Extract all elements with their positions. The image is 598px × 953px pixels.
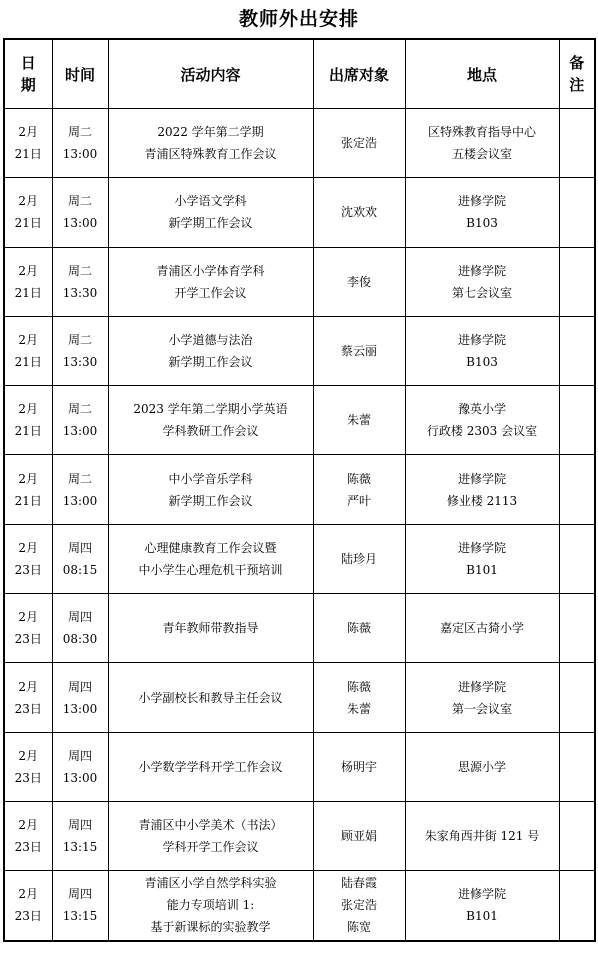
- cell-attendee: [313, 871, 405, 941]
- cell-location: [405, 109, 559, 178]
- cell-attendee-line: 李俊: [346, 274, 371, 289]
- cell-date-line: 2月: [18, 471, 39, 486]
- cell-activity: [108, 594, 313, 663]
- cell-activity-line: 青浦区小学自然学科实验: [144, 876, 277, 891]
- cell-date-line: 2月: [18, 818, 39, 833]
- cell-note: [559, 386, 595, 455]
- cell-location: [405, 316, 559, 385]
- cell-date-line: 2月: [18, 125, 39, 140]
- cell-activity-line: 新学期工作会议: [168, 216, 253, 231]
- cell-note: [559, 801, 595, 870]
- cell-attendee-line: 朱蕾: [346, 413, 371, 428]
- cell-activity: [108, 871, 313, 941]
- cell-date-line: 2月: [18, 333, 39, 348]
- cell-location-line: B101: [466, 562, 498, 577]
- cell-date: [4, 247, 52, 316]
- cell-note: [559, 316, 595, 385]
- cell-time-line: 周四: [67, 748, 92, 763]
- cell-time-line: 13:30: [62, 355, 98, 370]
- cell-time: [52, 594, 108, 663]
- cell-location-line: 第七会议室: [451, 285, 512, 300]
- cell-location-line: 思源小学: [457, 759, 506, 774]
- cell-attendee: [313, 663, 405, 732]
- cell-time: [52, 316, 108, 385]
- cell-date-line: 23日: [14, 562, 42, 577]
- header-location: 地点: [405, 39, 559, 109]
- cell-location-line: 进修学院: [457, 540, 506, 555]
- cell-note: [559, 871, 595, 941]
- cell-note: [559, 663, 595, 732]
- cell-activity: [108, 247, 313, 316]
- cell-activity-line: 基于新课标的实验教学: [150, 920, 271, 935]
- cell-attendee-line: 陈薇: [346, 679, 371, 694]
- cell-attendee-line: 陈薇: [346, 471, 371, 486]
- cell-date-line: 23日: [14, 632, 42, 647]
- cell-attendee-line: 沈欢欢: [340, 205, 377, 220]
- cell-attendee: [313, 455, 405, 524]
- cell-date: [4, 109, 52, 178]
- cell-time-line: 13:00: [62, 424, 98, 439]
- cell-attendee-line: 顾亚娟: [340, 829, 377, 844]
- cell-location: [405, 871, 559, 941]
- table-row: [4, 109, 595, 178]
- cell-time-line: 08:30: [62, 632, 98, 647]
- cell-location-line: 第一会议室: [451, 701, 512, 716]
- cell-time-line: 周二: [67, 194, 92, 209]
- cell-activity-line: 小学数学学科开学工作会议: [138, 759, 283, 774]
- header-date: 日 期: [4, 39, 52, 109]
- cell-location-line: 朱家角西井街 121 号: [424, 829, 540, 844]
- cell-date-line: 2月: [18, 610, 39, 625]
- cell-location-line: 进修学院: [457, 194, 506, 209]
- cell-location-line: 五楼会议室: [451, 147, 512, 162]
- table-header-row: [4, 39, 595, 109]
- cell-time: [52, 109, 108, 178]
- cell-location-line: 区特殊教育指导中心: [427, 125, 536, 140]
- table-row: [4, 871, 595, 941]
- cell-attendee-line: 陆珍月: [340, 551, 377, 566]
- cell-attendee-line: 陈宽: [346, 920, 371, 935]
- cell-attendee: [313, 178, 405, 247]
- cell-activity-line: 中小学音乐学科: [168, 471, 253, 486]
- cell-attendee-line: 朱蕾: [346, 701, 371, 716]
- header-note: 备 注: [559, 39, 595, 109]
- cell-time-line: 13:00: [62, 216, 98, 231]
- cell-time-line: 周四: [67, 540, 92, 555]
- cell-activity-line: 学科开学工作会议: [162, 840, 259, 855]
- cell-date-line: 2月: [18, 679, 39, 694]
- cell-time-line: 13:00: [62, 147, 98, 162]
- cell-activity: [108, 316, 313, 385]
- cell-time-line: 周四: [67, 679, 92, 694]
- cell-date-line: 21日: [14, 147, 42, 162]
- cell-time-line: 13:15: [62, 909, 98, 924]
- cell-date: [4, 594, 52, 663]
- table-row: [4, 732, 595, 801]
- cell-location-line: 进修学院: [457, 333, 506, 348]
- table-row: [4, 663, 595, 732]
- cell-activity: [108, 732, 313, 801]
- cell-activity: [108, 386, 313, 455]
- cell-location: [405, 801, 559, 870]
- cell-activity-line: 能力专项培训 1:: [166, 898, 255, 913]
- cell-time-line: 周四: [67, 887, 92, 902]
- cell-time: [52, 732, 108, 801]
- cell-activity: [108, 801, 313, 870]
- cell-time-line: 13:00: [62, 701, 98, 716]
- cell-time-line: 13:00: [62, 493, 98, 508]
- cell-location-line: 行政楼 2303 会议室: [426, 424, 538, 439]
- cell-activity-line: 青浦区特殊教育工作会议: [144, 147, 277, 162]
- cell-location: [405, 524, 559, 593]
- cell-location-line: 进修学院: [457, 263, 506, 278]
- cell-date-line: 21日: [14, 216, 42, 231]
- cell-attendee: [313, 109, 405, 178]
- cell-date-line: 2月: [18, 402, 39, 417]
- cell-attendee: [313, 801, 405, 870]
- cell-location-line: 修业楼 2113: [446, 493, 518, 508]
- cell-attendee-line: 杨明宇: [340, 759, 377, 774]
- cell-date-line: 2月: [18, 887, 39, 902]
- cell-date: [4, 524, 52, 593]
- cell-attendee: [313, 316, 405, 385]
- cell-date: [4, 663, 52, 732]
- cell-location: [405, 247, 559, 316]
- cell-time: [52, 663, 108, 732]
- cell-date-line: 23日: [14, 770, 42, 785]
- cell-time-line: 13:00: [62, 770, 98, 785]
- cell-date-line: 2月: [18, 194, 39, 209]
- cell-time-line: 周四: [67, 818, 92, 833]
- cell-date-line: 21日: [14, 424, 42, 439]
- cell-time-line: 08:15: [62, 562, 98, 577]
- table-row: [4, 247, 595, 316]
- cell-activity-line: 2022 学年第二学期: [157, 125, 264, 140]
- cell-attendee-line: 蔡云丽: [340, 344, 377, 359]
- cell-date-line: 2月: [18, 263, 39, 278]
- cell-date: [4, 455, 52, 524]
- table-row: [4, 594, 595, 663]
- cell-time-line: 周二: [67, 402, 92, 417]
- cell-time: [52, 247, 108, 316]
- cell-location-line: 嘉定区古猗小学: [439, 621, 524, 636]
- cell-attendee: [313, 732, 405, 801]
- cell-activity-line: 小学副校长和教导主任会议: [138, 690, 283, 705]
- cell-activity: [108, 663, 313, 732]
- cell-location: [405, 663, 559, 732]
- cell-location-line: 豫英小学: [457, 402, 506, 417]
- cell-time-line: 周二: [67, 471, 92, 486]
- cell-activity-line: 青浦区小学体育学科: [156, 263, 265, 278]
- cell-time-line: 周四: [67, 610, 92, 625]
- cell-time: [52, 455, 108, 524]
- cell-activity: [108, 178, 313, 247]
- cell-activity-line: 小学语文学科: [174, 194, 247, 209]
- cell-activity-line: 2023 学年第二学期小学英语: [133, 402, 288, 417]
- cell-time-line: 13:15: [62, 840, 98, 855]
- cell-time-line: 周二: [67, 263, 92, 278]
- cell-location: [405, 178, 559, 247]
- cell-note: [559, 178, 595, 247]
- cell-attendee-line: 陆春霞: [340, 876, 377, 891]
- cell-time-line: 周二: [67, 333, 92, 348]
- cell-note: [559, 455, 595, 524]
- cell-location: [405, 455, 559, 524]
- cell-activity: [108, 109, 313, 178]
- header-attendee: 出席对象: [313, 39, 405, 109]
- cell-time: [52, 386, 108, 455]
- cell-activity-line: 小学道德与法治: [168, 333, 253, 348]
- header-time: 时间: [52, 39, 108, 109]
- cell-date-line: 23日: [14, 840, 42, 855]
- table-row: [4, 801, 595, 870]
- cell-location: [405, 732, 559, 801]
- cell-activity-line: 新学期工作会议: [168, 493, 253, 508]
- header-activity: 活动内容: [108, 39, 313, 109]
- cell-date-line: 21日: [14, 355, 42, 370]
- cell-date: [4, 732, 52, 801]
- cell-date: [4, 316, 52, 385]
- cell-date-line: 23日: [14, 701, 42, 716]
- cell-activity-line: 学科教研工作会议: [162, 424, 259, 439]
- cell-attendee-line: 严叶: [346, 493, 371, 508]
- schedule-table: [3, 38, 596, 942]
- cell-activity-line: 中小学生心理危机干预培训: [138, 562, 283, 577]
- cell-attendee: [313, 386, 405, 455]
- cell-activity-line: 开学工作会议: [174, 285, 247, 300]
- page-title: 教师外出安排: [238, 8, 359, 30]
- cell-location: [405, 594, 559, 663]
- cell-attendee-line: 张定浩: [340, 136, 377, 151]
- cell-date: [4, 386, 52, 455]
- cell-location-line: B103: [466, 216, 498, 231]
- cell-time: [52, 178, 108, 247]
- table-row: [4, 178, 595, 247]
- cell-location: [405, 386, 559, 455]
- cell-activity-line: 青年教师带教指导: [162, 621, 259, 636]
- cell-time: [52, 801, 108, 870]
- table-row: [4, 316, 595, 385]
- cell-date-line: 2月: [18, 540, 39, 555]
- cell-note: [559, 247, 595, 316]
- cell-activity: [108, 455, 313, 524]
- cell-note: [559, 109, 595, 178]
- cell-attendee: [313, 247, 405, 316]
- cell-note: [559, 732, 595, 801]
- cell-date-line: 21日: [14, 285, 42, 300]
- table-row: [4, 386, 595, 455]
- cell-time: [52, 524, 108, 593]
- cell-location-line: 进修学院: [457, 679, 506, 694]
- cell-time-line: 周二: [67, 125, 92, 140]
- cell-time: [52, 871, 108, 941]
- cell-date-line: 2月: [18, 748, 39, 763]
- cell-activity-line: 心理健康教育工作会议暨: [144, 540, 277, 555]
- cell-note: [559, 594, 595, 663]
- cell-location-line: 进修学院: [457, 887, 506, 902]
- cell-activity: [108, 524, 313, 593]
- cell-attendee: [313, 594, 405, 663]
- cell-location-line: B103: [466, 355, 498, 370]
- cell-time-line: 13:30: [62, 285, 98, 300]
- table-row: [4, 524, 595, 593]
- cell-date: [4, 871, 52, 941]
- cell-location-line: B101: [466, 909, 498, 924]
- table-body: [4, 109, 595, 941]
- cell-activity-line: 青浦区中小学美术（书法）: [138, 818, 283, 833]
- cell-location-line: 进修学院: [457, 471, 506, 486]
- cell-attendee-line: 张定浩: [340, 898, 377, 913]
- cell-activity-line: 新学期工作会议: [168, 355, 253, 370]
- cell-attendee-line: 陈薇: [346, 621, 371, 636]
- table-row: [4, 455, 595, 524]
- cell-date-line: 21日: [14, 493, 42, 508]
- cell-date-line: 23日: [14, 909, 42, 924]
- cell-date: [4, 801, 52, 870]
- cell-note: [559, 524, 595, 593]
- cell-date: [4, 178, 52, 247]
- cell-attendee: [313, 524, 405, 593]
